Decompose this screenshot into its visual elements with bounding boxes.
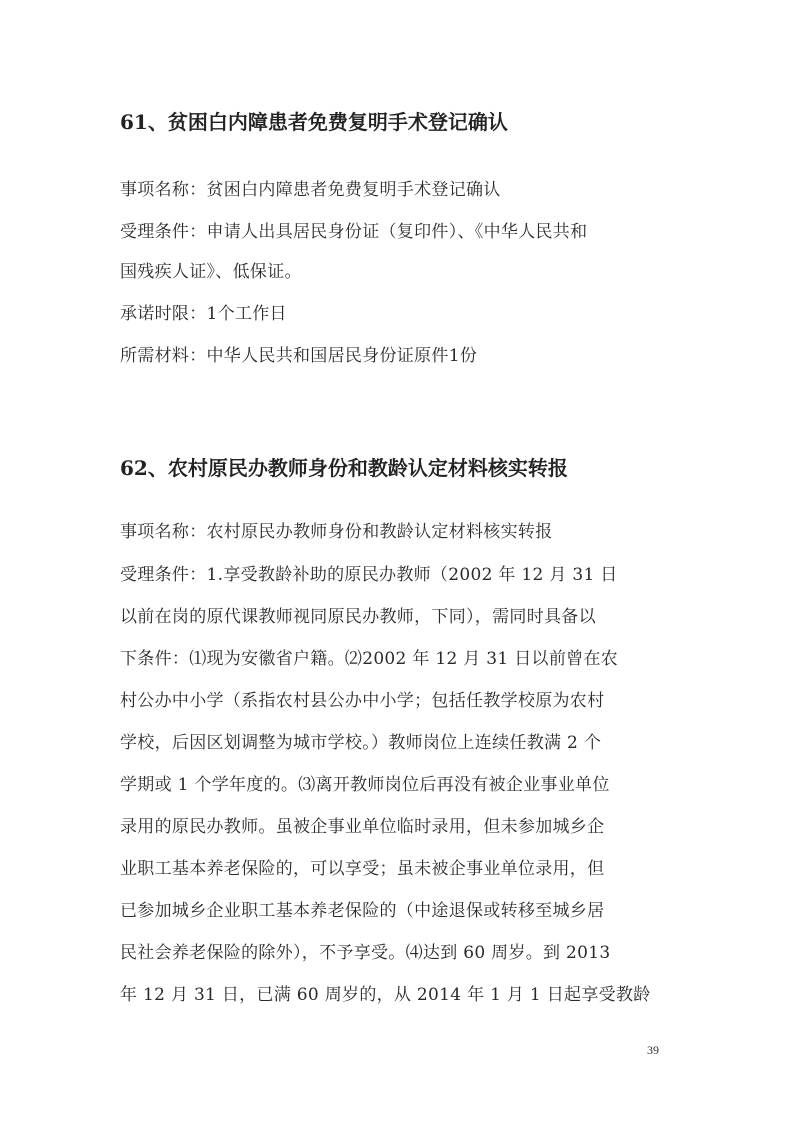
section-62-line-1: 事项名称：农村原民办教师身份和教龄认定材料核实转报 <box>120 522 553 542</box>
section-61-line-3: 国残疾人证》、低保证。 <box>120 262 302 282</box>
section-62-title: 62、农村原民办教师身份和教龄认定材料核实转报 <box>120 456 568 480</box>
page-number: 39 <box>647 1043 659 1057</box>
section-62-line-4: 下条件：⑴现为安徽省户籍。⑵2002 年 12 月 31 日以前曾在农 <box>120 649 619 669</box>
section-62-line-3: 以前在岗的原代课教师视同原民办教师，下同），需同时具备以 <box>120 607 596 627</box>
section-62-line-10: 已参加城乡企业职工基本养老保险的（中途退保或转移至城乡居 <box>120 901 605 921</box>
section-61-title: 61、贫困白内障患者免费复明手术登记确认 <box>120 110 508 134</box>
section-62-line-9: 业职工基本养老保险的，可以享受；虽未被企事业单位录用，但 <box>120 859 605 879</box>
section-62-line-11: 民社会养老保险的除外），不予享受。⑷达到 60 周岁。到 2013 <box>120 943 611 963</box>
section-61-line-1: 事项名称：贫困白内障患者免费复明手术登记确认 <box>120 180 501 200</box>
section-62-line-7: 学期或 1 个学年度的。⑶离开教师岗位后再没有被企业事业单位 <box>120 775 610 795</box>
section-62-line-12: 年 12 月 31 日，已满 60 周岁的，从 2014 年 1 月 1 日起享受教龄 <box>120 985 651 1005</box>
section-61-line-4: 承诺时限：1个工作日 <box>120 304 287 324</box>
section-62-line-5: 村公办中小学（系指农村县公办中小学；包括任教学校原为农村 <box>120 691 605 711</box>
section-62-line-8: 录用的原民办教师。虽被企事业单位临时录用，但未参加城乡企 <box>120 817 605 837</box>
section-62-line-2: 受理条件：1.享受教龄补助的原民办教师（2002 年 12 月 31 日 <box>120 565 618 585</box>
section-62-line-6: 学校，后因区划调整为城市学校。）教师岗位上连续任教满 2 个 <box>120 733 602 753</box>
section-61-line-2: 受理条件：申请人出具居民身份证（复印件）、《中华人民共和 <box>120 222 588 242</box>
section-61-line-5: 所需材料：中华人民共和国居民身份证原件1份 <box>120 346 478 366</box>
